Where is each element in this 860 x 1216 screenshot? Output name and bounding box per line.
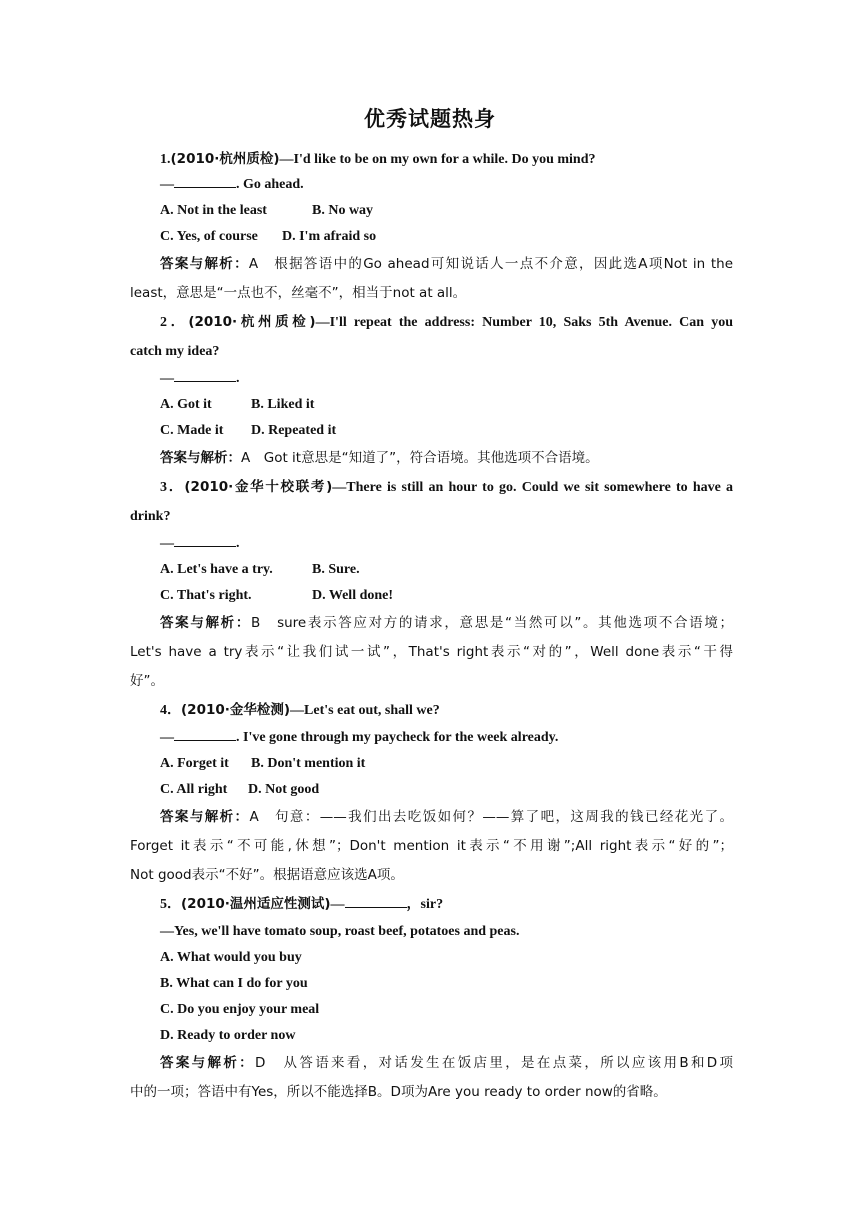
question-list	[130, 146, 733, 1107]
option-row	[130, 557, 733, 583]
option-d: D. Not good	[248, 782, 320, 797]
answer-blank	[174, 173, 236, 188]
question-5	[130, 890, 733, 1107]
question-source: (2010·金华十校联考)	[184, 479, 333, 495]
question-prompt: 4．(2010·金华检测)—Let's eat out, shall we?	[160, 702, 440, 718]
option-b: B. Sure.	[312, 562, 360, 577]
answer-explanation-cont: 好”。	[130, 673, 164, 689]
question-source: (2010·杭州质检)	[170, 151, 280, 167]
option-a: A. Not in the least	[160, 203, 267, 218]
option-a: A. Got it	[160, 397, 212, 412]
option-a: A. Let's have a try.	[160, 562, 273, 577]
question-prompt: 5．(2010·温州适应性测试)— ，sir?	[130, 890, 733, 919]
answer-explanation-cont: Let's have a try表示“让我们试一试”，That's right表示“对的”，Well done表示“干得	[130, 644, 733, 660]
option-b: B. Liked it	[251, 397, 315, 412]
option-c: C. All right	[160, 782, 228, 797]
answer-explanation: 答案与解析：A 句意：——我们出去吃饭如何？——算了吧，这周我的钱已经花光了。	[160, 809, 733, 825]
option-row	[130, 583, 733, 609]
answer-blank	[174, 726, 236, 741]
answer-explanation-cont: 中的一项；答语中有Yes，所以不能选择B。D项为Are you ready to order now的省略。	[130, 1084, 667, 1100]
answer-blank	[345, 893, 407, 908]
question-3	[130, 473, 733, 696]
question-reply: — .	[130, 366, 733, 392]
answer-blank	[174, 367, 236, 382]
question-prompt-cont: catch my idea?	[130, 344, 220, 359]
page-title: 优秀试题热身	[364, 107, 496, 131]
option-a: A. Forget it	[160, 756, 229, 771]
option-c: C. Yes, of course	[160, 229, 258, 244]
answer-explanation-cont: Forget it表示“不可能,休想”；Don't mention it表示“不用谢”;All right表示“好的”；	[130, 838, 733, 854]
question-reply: — . I've gone through my paycheck for the week already.	[130, 725, 733, 751]
option-row	[130, 418, 733, 444]
question-prompt: 3．(2010·金华十校联考)—There is still an hour to go. Could we sit somewhere to have a	[160, 479, 733, 495]
option-c: C. That's right.	[160, 588, 252, 603]
option-row	[130, 751, 733, 777]
option-d: D. I'm afraid so	[282, 229, 377, 244]
option-d: D. Repeated it	[251, 423, 337, 438]
option-c: C. Made it	[160, 423, 224, 438]
answer-explanation-cont: least，意思是“一点也不，丝毫不”，相当于not at all。	[130, 285, 467, 301]
question-reply: — . Go ahead.	[130, 172, 733, 198]
answer-explanation-cont: Not good表示“不好”。根据语意应该选A项。	[130, 867, 404, 883]
question-reply: — .	[130, 531, 733, 557]
question-prompt-cont: drink?	[130, 509, 171, 524]
option-c: C. Do you enjoy your meal	[160, 1002, 320, 1017]
question-2	[130, 308, 733, 473]
question-1	[130, 146, 733, 308]
option-d: D. Ready to order now	[160, 1028, 296, 1043]
option-b: B. No way	[312, 203, 374, 218]
answer-explanation: 答案与解析：A Got it意思是“知道了”，符合语境。其他选项不合语境。	[160, 450, 599, 466]
question-source: (2010·温州适应性测试)	[181, 896, 331, 912]
question-reply: —Yes, we'll have tomato soup, roast beef, potatoes and peas.	[160, 924, 520, 939]
option-b: B. What can I do for you	[160, 976, 308, 991]
answer-blank	[174, 532, 236, 547]
option-row	[130, 224, 733, 250]
answer-explanation: 答案与解析：B sure表示答应对方的请求，意思是“当然可以”。其他选项不合语境；	[160, 615, 733, 631]
question-4	[130, 696, 733, 890]
option-row	[130, 392, 733, 418]
question-prompt: 1.(2010·杭州质检)—I'd like to be on my own for a while. Do you mind?	[160, 151, 596, 167]
question-source: (2010·杭州质检)	[188, 314, 316, 330]
option-row	[130, 777, 733, 803]
answer-explanation: 答案与解析：A 根据答语中的Go ahead可知说话人一点不介意，因此选A项Not in the	[160, 256, 733, 272]
option-d: D. Well done!	[312, 588, 394, 603]
answer-explanation: 答案与解析：D 从答语来看，对话发生在饭店里，是在点菜，所以应该用B和D项	[160, 1055, 733, 1071]
question-source: (2010·金华检测)	[181, 702, 291, 718]
option-row	[130, 198, 733, 224]
question-prompt: 2．(2010·杭州质检)—I'll repeat the address: Number 10, Saks 5th Avenue. Can you	[160, 314, 733, 330]
option-a: A. What would you buy	[160, 950, 302, 965]
option-b: B. Don't mention it	[251, 756, 366, 771]
